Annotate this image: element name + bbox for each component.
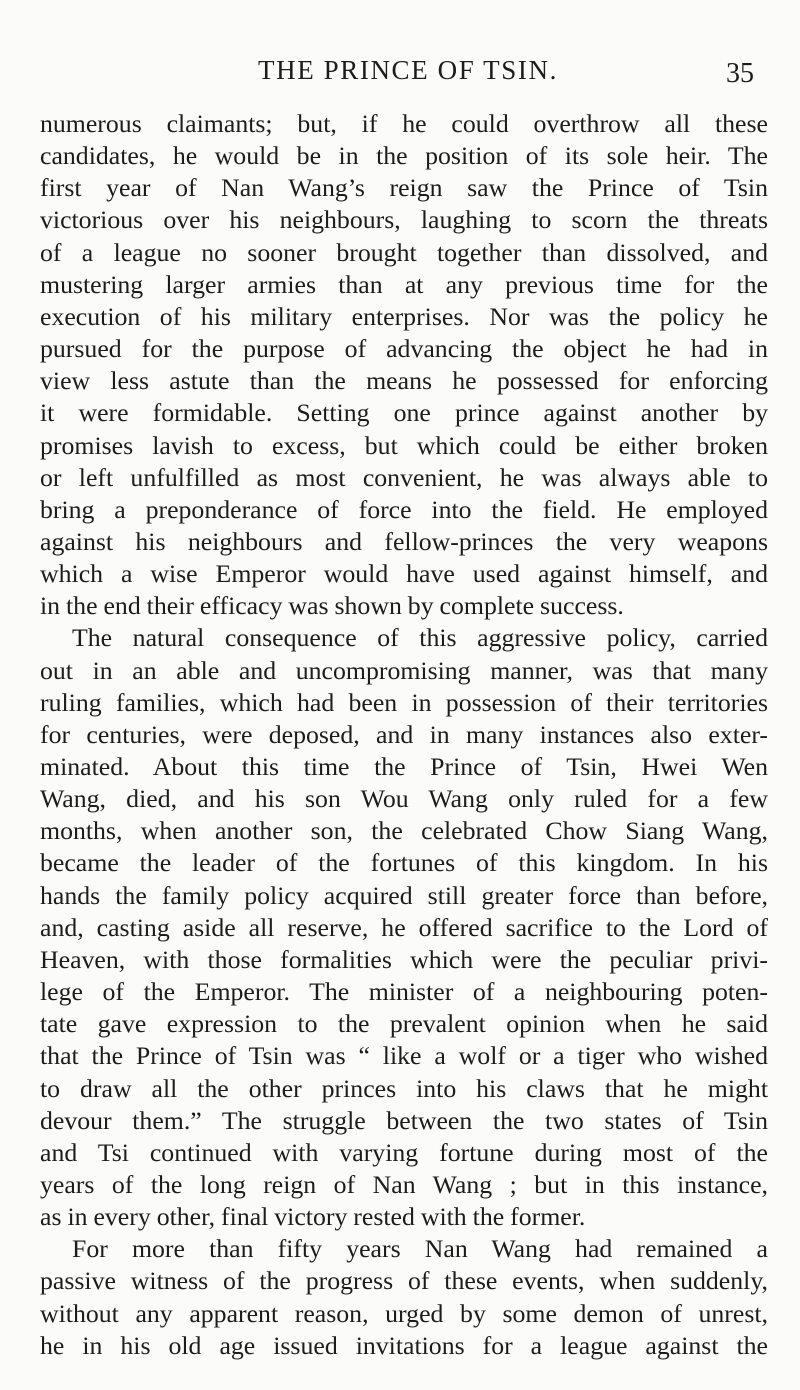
text-line: first year of Nan Wang’s reign saw the Prince of Tsin xyxy=(40,173,768,203)
text-line: candidates, he would be in the position of its sole heir. The xyxy=(40,141,768,171)
text-line: months, when another son, the celebrated Chow Siang Wang, xyxy=(40,816,768,846)
text-line: tate gave expression to the prevalent opinion when he said xyxy=(40,1009,768,1039)
text-line: without any apparent reason, urged by some demon of unrest, xyxy=(40,1298,768,1328)
text-line: execution of his military enterprises. Nor was the policy he xyxy=(40,301,768,331)
text-line: of a league no sooner brought together than dissolved, and xyxy=(40,237,768,267)
text-line: bring a preponderance of force into the field. He employed xyxy=(40,494,768,524)
text-line: became the leader of the fortunes of this kingdom. In his xyxy=(40,848,768,878)
text-line: or left unfulfilled as most convenient, he was always able to xyxy=(40,462,768,492)
text-line: years of the long reign of Nan Wang ; but in this instance, xyxy=(40,1169,768,1199)
text-line: for centuries, were deposed, and in many instances also exter- xyxy=(40,719,768,749)
text-line: pursued for the purpose of advancing the object he had in xyxy=(40,334,768,364)
text-line: against his neighbours and fellow-princes the very weapons xyxy=(40,526,768,556)
text-line: to draw all the other princes into his claws that he might xyxy=(40,1073,768,1103)
text-line: view less astute than the means he possessed for enforcing xyxy=(40,366,768,396)
text-line: and, casting aside all reserve, he offered sacrifice to the Lord of xyxy=(40,912,768,942)
text-line: that the Prince of Tsin was “ like a wolf or a tiger who wished xyxy=(40,1041,768,1071)
text-line: which a wise Emperor would have used against himself, and xyxy=(40,559,768,589)
text-line: numerous claimants; but, if he could overthrow all these xyxy=(40,109,768,138)
text-line: passive witness of the progress of these events, when suddenly, xyxy=(40,1266,768,1296)
text-line: lege of the Emperor. The minister of a neighbouring poten- xyxy=(40,977,768,1007)
text-line: The natural consequence of this aggressive policy, carried xyxy=(72,623,768,653)
text-line: ruling families, which had been in possession of their territories xyxy=(40,687,768,717)
text-line: in the end their efficacy was shown by complete success. xyxy=(40,591,624,621)
text-line: he in his old age issued invitations for a league against the xyxy=(40,1330,768,1360)
text-line: devour them.” The struggle between the two states of Tsin xyxy=(40,1105,768,1135)
page-number: 35 xyxy=(726,58,754,89)
running-head: THE PRINCE OF TSIN. xyxy=(258,55,558,85)
text-line: victorious over his neighbours, laughing to scorn the threats xyxy=(40,205,768,235)
text-line: mustering larger armies than at any previous time for the xyxy=(40,269,768,299)
text-line: hands the family policy acquired still greater force than before, xyxy=(40,880,768,910)
text-line: For more than fifty years Nan Wang had remained a xyxy=(72,1234,768,1264)
text-line: promises lavish to excess, but which could be either broken xyxy=(40,430,768,460)
page-header xyxy=(0,54,800,94)
text-line: and Tsi continued with varying fortune during most of the xyxy=(40,1137,768,1167)
text-line: Wang, died, and his son Wou Wang only ruled for a few xyxy=(40,784,768,814)
text-line: minated. About this time the Prince of Tsin, Hwei Wen xyxy=(40,752,768,781)
text-line: Heaven, with those formalities which were the peculiar privi- xyxy=(40,944,768,974)
text-line: as in every other, final victory rested with the former. xyxy=(40,1202,586,1232)
text-line: out in an able and uncompromising manner, was that many xyxy=(40,655,768,685)
text-line: it were formidable. Setting one prince against another by xyxy=(40,398,768,428)
